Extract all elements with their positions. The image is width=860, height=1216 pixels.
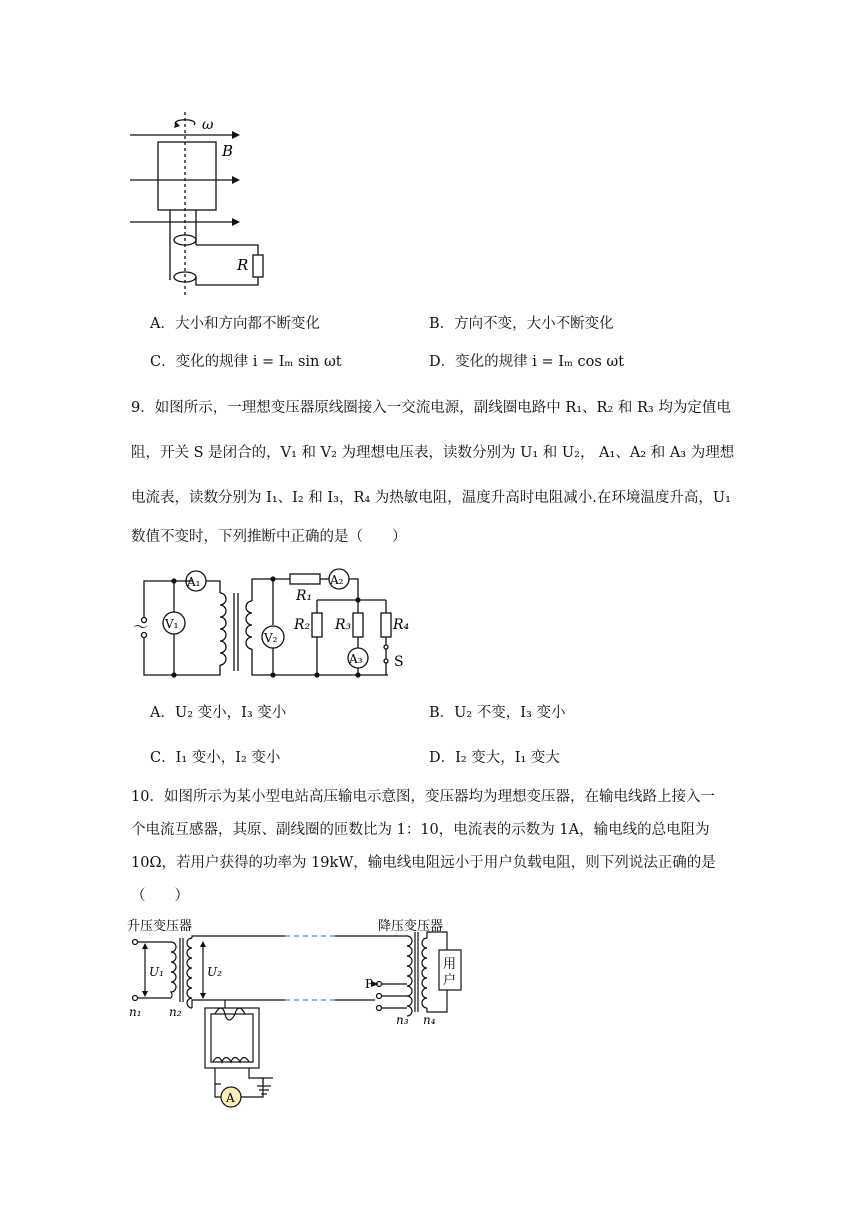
resistor-r4-label: R₄ <box>393 617 410 633</box>
n2-label: n₂ <box>169 1005 182 1019</box>
q8-figure <box>120 110 280 300</box>
ammeter-a-label: A <box>226 1091 235 1105</box>
n1-label: n₁ <box>129 1005 142 1019</box>
u1-label: U₁ <box>149 965 164 979</box>
q9-stem-line-1: 9．如图所示，一理想变压器原线圈接入一交流电源，副线圈电路中 R₁、R₂ 和 R₃ 均为定值电 <box>131 400 731 416</box>
omega-label: ω <box>202 117 214 133</box>
q10-stem-line-1: 10．如图所示为某小型电站高压输电示意图，变压器均为理想变压器，在输电线路上接入一 <box>131 789 715 805</box>
q9-option-c[interactable]: C．I₁ 变小，I₂ 变小 <box>150 750 281 766</box>
ac-source-symbol: ～ <box>133 618 149 636</box>
voltmeter-v1-label: V₁ <box>165 617 179 631</box>
user-label-2: 户 <box>443 973 457 988</box>
ammeter-a3-label: A₃ <box>349 652 363 666</box>
resistor-r1-label: R₁ <box>296 588 313 604</box>
tap-p-label: P <box>365 977 374 991</box>
u2-label: U₂ <box>207 965 222 979</box>
step-up-transformer-label: 升压变压器 <box>127 919 193 934</box>
step-down-transformer-label: 降压变压器 <box>378 919 444 934</box>
n4-label: n₄ <box>423 1013 436 1027</box>
q10-stem-line-3: 10Ω，若用户获得的功率为 19kW，输电线电阻远小于用户负载电阻，则下列说法正确的是 <box>131 855 716 871</box>
resistor-r3-label: R₃ <box>335 617 352 633</box>
q9-stem-line-4: 数值不变时，下列推断中正确的是（ ） <box>131 529 407 545</box>
q9-option-a[interactable]: A．U₂ 变小，I₃ 变小 <box>150 705 287 721</box>
q9-option-b[interactable]: B．U₂ 不变，I₃ 变小 <box>429 705 566 721</box>
q10-stem-line-4: （ ） <box>131 888 189 904</box>
q9-stem-line-3: 电流表，读数分别为 I₁、I₂ 和 I₃，R₄ 为热敏电阻，温度升高时电阻减小.在环境温度升高，U₁ <box>131 490 731 506</box>
n3-label: n₃ <box>396 1013 409 1027</box>
q8-option-c[interactable]: C．变化的规律 i = Iₘ sin ωt <box>150 354 342 370</box>
user-label-1: 用 <box>443 957 457 972</box>
q10-transmission-figure <box>125 918 485 1113</box>
q8-option-a[interactable]: A．大小和方向都不断变化 <box>150 316 320 332</box>
q8-option-b[interactable]: B．方向不变，大小不断变化 <box>429 316 614 332</box>
resistor-label-r: R <box>237 256 249 274</box>
q10-stem-line-2: 个电流互感器，其原、副线圈的匝数比为 1：10，电流表的示数为 1A，输电线的总电阻为 <box>131 822 710 838</box>
q9-stem-line-2: 阻，开关 S 是闭合的，V₁ 和 V₂ 为理想电压表，读数分别为 U₁ 和 U₂， A₁、A₂ 和 A₃ 为理想 <box>131 445 735 461</box>
q9-circuit-figure <box>130 563 420 688</box>
field-label-b: B <box>222 142 234 160</box>
q8-option-d[interactable]: D．变化的规律 i = Iₘ cos ωt <box>429 354 625 370</box>
ammeter-a2-label: A₂ <box>330 573 344 587</box>
ammeter-a1-label: A₁ <box>187 575 201 589</box>
voltmeter-v2-label: V₂ <box>264 631 278 645</box>
switch-s-label: S <box>394 654 404 670</box>
q9-option-d[interactable]: D．I₂ 变大，I₁ 变大 <box>429 750 560 766</box>
resistor-r2-label: R₂ <box>294 617 311 633</box>
